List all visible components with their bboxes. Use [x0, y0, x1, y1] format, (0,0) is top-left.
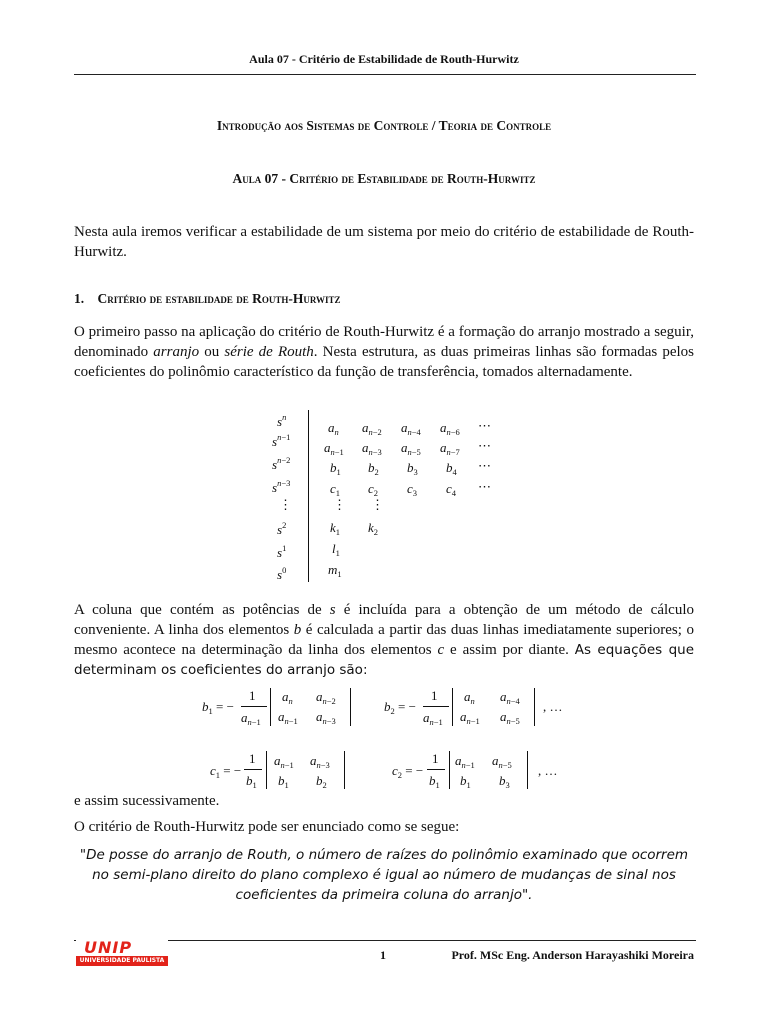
coef-b2: $b_2$ [368, 460, 379, 477]
det-bar-right [344, 751, 345, 789]
text-run: é calculada a partir das duas linhas imediatamente superiores; o mesmo acontece na determinação da linha dos elementos [74, 622, 694, 658]
power-s-1: $s^1$ [277, 543, 287, 560]
vdots-powers: ⋮ [279, 497, 292, 512]
logo-subtitle: UNIVERSIDADE PAULISTA [79, 957, 165, 964]
det-entry: $b_2$ [316, 773, 327, 790]
coef-a-n-3: $a_{n-3}$ [362, 440, 382, 457]
c2-denominator: $b_1$ [429, 773, 440, 790]
coef-k2: $k_2$ [368, 520, 379, 537]
unip-logo [76, 940, 168, 968]
c1-fraction-line [244, 769, 262, 770]
coef-c1: $c_1$ [330, 481, 341, 498]
b1-numerator: 1 [249, 688, 256, 703]
det-entry: $a_{n-5}$ [500, 709, 520, 726]
section-heading [74, 291, 341, 307]
text-run: A coluna que contém as potências de [74, 602, 330, 618]
det-bar-right [534, 688, 535, 726]
emphasis-s: s [329, 602, 336, 618]
power-s-n-2: $s^{n-2}$ [272, 455, 291, 472]
emphasis-arranjo: arranjo [153, 344, 200, 360]
coef-m1: $m_1$ [328, 562, 342, 579]
coef-c4: $c_4$ [446, 481, 457, 498]
coef-l1: $l_1$ [332, 541, 340, 558]
det-entry: $a_n$ [464, 689, 475, 706]
coef-b1: $b_1$ [330, 460, 341, 477]
det-entry: $a_{n-1}$ [278, 709, 298, 726]
page-number: 1 [380, 948, 386, 962]
coef-a-n: $a_n$ [328, 420, 339, 437]
det-entry: $a_{n-2}$ [316, 689, 336, 706]
det-bar-left [270, 688, 271, 726]
b2-lhs: $b_2$ = − [384, 699, 416, 716]
text-run: . Nesta estrutura, as duas primeiras linhas são formadas pelos coeficientes do polinômio característico da função de transferência, tomados alternadamente. [74, 344, 694, 380]
lesson-heading: Aula 07 - Critério de Estabilidade de Routh-Hurwitz [232, 171, 536, 186]
ellipsis-row4: ⋯ [478, 479, 491, 494]
power-s-0: $s^0$ [277, 565, 287, 582]
coef-a-n-2: $a_{n-2}$ [362, 420, 382, 437]
coef-c3: $c_3$ [407, 481, 418, 498]
text-run: ou [199, 344, 225, 360]
det-entry: $a_{n-4}$ [500, 689, 520, 706]
vdots-col2: ⋮ [371, 497, 384, 512]
det-entry: $a_{n-3}$ [310, 753, 330, 770]
coef-a-n-7: $a_{n-7}$ [440, 440, 460, 457]
text-run: é incluída para a obtenção de um método de cálculo conveniente. A linha dos elementos [74, 602, 694, 638]
b2-fraction-line [423, 706, 449, 707]
text-run: e assim por diante. [444, 642, 575, 658]
ellipsis-row1: ⋯ [478, 418, 491, 433]
sans-text-run: As equações que determinam os coeficientes do arranjo são: [74, 642, 694, 678]
coef-a-n-4: $a_{n-4}$ [401, 420, 421, 437]
after-equations-text: e assim sucessivamente. [74, 793, 220, 809]
det-entry: $a_{n-1}$ [455, 753, 475, 770]
det-entry: $b_1$ [278, 773, 289, 790]
coef-a-n-1: $a_{n-1}$ [324, 440, 344, 457]
det-bar-left [266, 751, 267, 789]
coef-c2: $c_2$ [368, 481, 379, 498]
b1-denominator: $a_{n-1}$ [241, 710, 261, 727]
trailing-ellipsis: , … [543, 699, 563, 714]
ellipsis-row2: ⋯ [478, 438, 491, 453]
b1-fraction-line [241, 706, 267, 707]
routh-array-paragraph [74, 322, 694, 382]
det-entry: $b_1$ [460, 773, 471, 790]
section-title: Critério de estabilidade de Routh-Hurwitz [97, 291, 341, 306]
coefficient-paragraph [74, 600, 694, 680]
det-entry: $a_n$ [282, 689, 293, 706]
power-s-2: $s^2$ [277, 520, 287, 537]
text-run: O primeiro passo na aplicação do critério de Routh-Hurwitz é a formação do arranjo mostrado a seguir, denominado [74, 324, 694, 360]
power-s-n-3: $s^{n-3}$ [272, 478, 291, 495]
det-entry: $a_{n-1}$ [460, 709, 480, 726]
c1-denominator: $b_1$ [246, 773, 257, 790]
footer-author: Prof. MSc Eng. Anderson Harayashiki Moreira [451, 948, 694, 962]
det-entry: $a_{n-1}$ [274, 753, 294, 770]
c2-fraction-line [427, 769, 445, 770]
det-entry: $a_{n-5}$ [492, 753, 512, 770]
emphasis-c: c [437, 642, 445, 658]
c2-lhs: $c_2$ = − [392, 763, 424, 780]
trailing-ellipsis: , … [538, 763, 558, 778]
det-bar-right [350, 688, 351, 726]
b2-denominator: $a_{n-1}$ [423, 710, 443, 727]
power-s-n: $s^n$ [277, 412, 287, 429]
c2-numerator: 1 [432, 751, 439, 766]
course-heading: Introdução aos Sistemas de Controle / Teoria de Controle [216, 118, 552, 133]
c1-numerator: 1 [249, 751, 256, 766]
det-bar-left [452, 688, 453, 726]
section-number: 1. [74, 291, 85, 306]
coef-k1: $k_1$ [330, 520, 341, 537]
det-entry: $a_{n-3}$ [316, 709, 336, 726]
emphasis-serie-de-routh: série de Routh [224, 344, 314, 360]
det-entry: $b_3$ [499, 773, 510, 790]
header-rule [74, 74, 696, 75]
power-s-n-1: $s^{n-1}$ [272, 432, 291, 449]
coef-b4: $b_4$ [446, 460, 457, 477]
emphasis-b: b [293, 622, 302, 638]
ellipsis-row3: ⋯ [478, 458, 491, 473]
coef-a-n-6: $a_{n-6}$ [440, 420, 460, 437]
intro-paragraph: Nesta aula iremos verificar a estabilidade de um sistema por meio do critério de estabilidade de Routh-Hurwitz. [74, 224, 694, 260]
det-bar-right [527, 751, 528, 789]
criterion-intro: O critério de Routh-Hurwitz pode ser enunciado como se segue: [74, 819, 460, 835]
coef-a-n-5: $a_{n-5}$ [401, 440, 421, 457]
logo-wordmark: UNIP [84, 938, 133, 957]
running-header: Aula 07 - Critério de Estabilidade de Routh-Hurwitz [249, 52, 519, 66]
c1-lhs: $c_1$ = − [210, 763, 242, 780]
b1-lhs: $b_1$ = − [202, 699, 234, 716]
vdots-col1: ⋮ [333, 497, 346, 512]
det-bar-left [449, 751, 450, 789]
array-divider [308, 410, 309, 582]
criterion-quote: "De posse do arranjo de Routh, o número de raízes do polinômio examinado que ocorrem no semi-plano direito do plano complexo é igual ao número de mudanças de sinal nos coeficientes da primeira coluna do arranjo". [79, 847, 689, 903]
coef-b3: $b_3$ [407, 460, 418, 477]
b2-numerator: 1 [431, 688, 438, 703]
